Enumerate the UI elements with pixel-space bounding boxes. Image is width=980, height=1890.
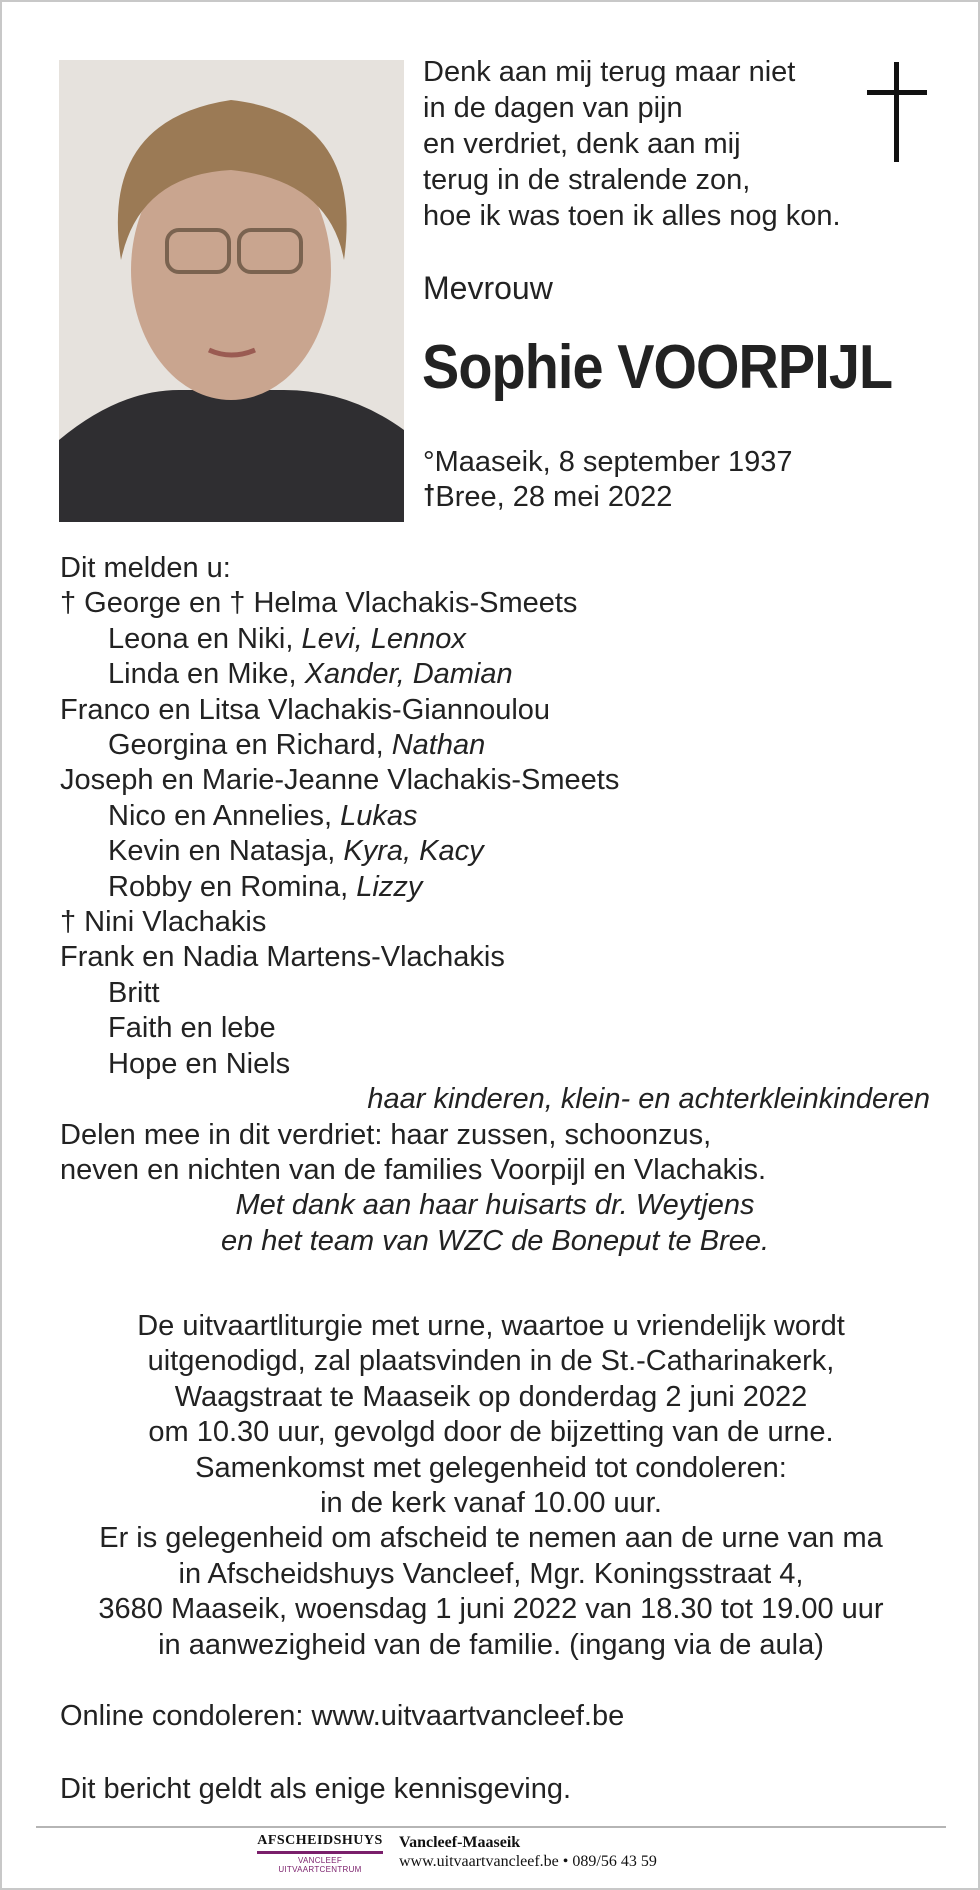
- funeral-line: Samenkomst met gelegenheid tot condoleren:: [195, 1451, 787, 1484]
- poem-line: en verdriet, denk aan mij: [423, 128, 741, 160]
- family-line: Kevin en Natasja, Kyra, Kacy: [108, 835, 484, 868]
- family-line: Joseph en Marie-Jeanne Vlachakis-Smeets: [60, 764, 620, 797]
- family-intro: Dit melden u:: [60, 552, 231, 584]
- family-line: Hope en Niels: [108, 1047, 291, 1080]
- funeral-line: 3680 Maaseik, woensdag 1 juni 2022 van 18.30 tot 19.00 uur: [98, 1593, 884, 1626]
- deceased-name: Sophie VOORPIJL: [422, 333, 893, 402]
- family-line: † George en † Helma Vlachakis-Smeets: [60, 587, 578, 620]
- footer-divider: [36, 1826, 946, 1828]
- family-line: Linda en Mike, Xander, Damian: [108, 658, 513, 691]
- funeral-line: om 10.30 uur, gevolgd door de bijzetting van de urne.: [148, 1416, 834, 1449]
- portrait-photo: [59, 60, 404, 522]
- poem-line: Denk aan mij terug maar niet: [423, 56, 796, 88]
- family-relation: haar kinderen, klein- en achterkleinkinderen: [367, 1083, 930, 1116]
- cross-icon: [867, 62, 927, 162]
- poem: [423, 54, 841, 234]
- family-line: Franco en Litsa Vlachakis-Giannoulou: [60, 693, 551, 726]
- logo-wordmark: AFSCHEIDSHUYS: [257, 1833, 383, 1848]
- family-line: Leona en Niki, Levi, Lennox: [108, 622, 466, 655]
- life-dates: [423, 445, 792, 515]
- family-line: Georgina en Richard, Nathan: [108, 729, 486, 762]
- logo-subtitle: VANCLEEF UITVAARTCENTRUM: [278, 1856, 362, 1874]
- poem-line: in de dagen van pijn: [423, 92, 683, 124]
- funeral-line: Waagstraat te Maaseik op donderdag 2 juni 2022: [174, 1380, 808, 1413]
- share-line: Delen mee in dit verdriet: haar zussen, schoonzus,: [60, 1118, 712, 1151]
- funeral-home-info: [399, 1833, 657, 1871]
- funeral-line: in aanwezigheid van de familie. (ingang via de aula): [158, 1628, 824, 1661]
- family-list: [60, 551, 930, 1259]
- funeral-line: in de kerk vanaf 10.00 uur.: [320, 1487, 662, 1520]
- family-line: † Nini Vlachakis: [60, 906, 267, 939]
- birth-date: °Maaseik, 8 september 1937: [423, 446, 793, 478]
- thanks-line: Met dank aan haar huisarts dr. Weytjens: [235, 1189, 755, 1222]
- funeral-details: [60, 1309, 922, 1663]
- thanks-line: en het team van WZC de Boneput te Bree.: [220, 1224, 770, 1257]
- funeral-line: Er is gelegenheid om afscheid te nemen aan de urne van ma: [99, 1522, 883, 1555]
- funeral-line: uitgenodigd, zal plaatsvinden in de St.-Catharinakerk,: [147, 1345, 835, 1378]
- poem-line: hoe ik was toen ik alles nog kon.: [423, 200, 841, 232]
- family-line: Nico en Annelies, Lukas: [108, 799, 418, 832]
- family-line: Faith en lebe: [108, 1012, 276, 1045]
- funeral-home-contact[interactable]: www.uitvaartvancleef.be • 089/56 43 59: [399, 1853, 657, 1870]
- poem-line: terug in de stralende zon,: [423, 164, 751, 196]
- deceased-title: Mevrouw: [423, 270, 553, 306]
- notice-text: Dit bericht geldt als enige kennisgeving.: [60, 1773, 572, 1805]
- family-line: Frank en Nadia Martens-Vlachakis: [60, 941, 505, 974]
- logo-bar: [257, 1851, 383, 1854]
- online-condolence[interactable]: Online condoleren: www.uitvaartvancleef.be: [60, 1700, 625, 1732]
- funeral-home-logo: [257, 1833, 383, 1874]
- family-line: Robby en Romina, Lizzy: [108, 870, 423, 903]
- funeral-line: De uitvaartliturgie met urne, waartoe u vriendelijk wordt: [137, 1310, 845, 1342]
- funeral-line: in Afscheidshuys Vancleef, Mgr. Koningsstraat 4,: [178, 1557, 804, 1590]
- family-line: Britt: [108, 976, 160, 1009]
- death-date: ꝉBree, 28 mei 2022: [423, 481, 673, 513]
- funeral-home-name: Vancleef-Maaseik: [399, 1834, 521, 1851]
- share-line: neven en nichten van de families Voorpijl en Vlachakis.: [60, 1153, 767, 1186]
